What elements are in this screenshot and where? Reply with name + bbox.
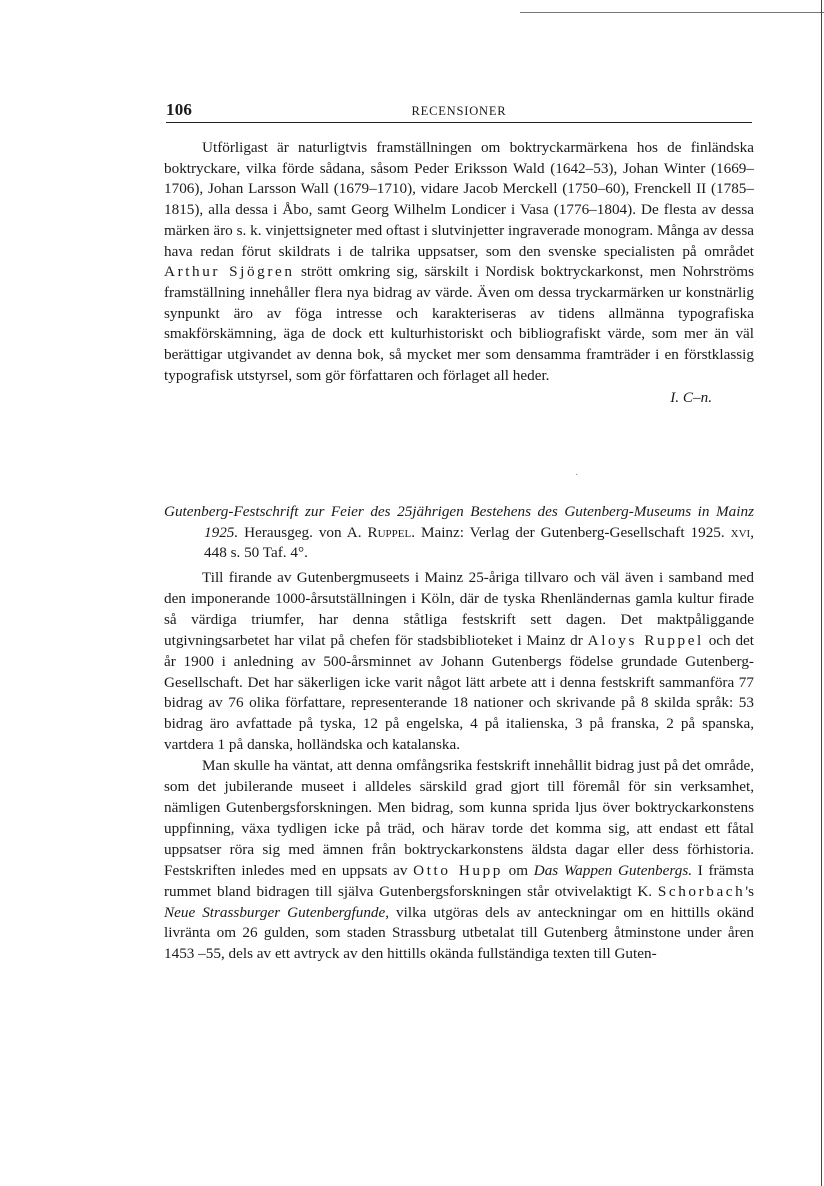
review2-paragraph-2 [164,756,754,965]
header-rule [166,122,752,123]
review2-citation [164,502,754,564]
review2-biblio-c: , 448 s. 50 Taf. 4°. [204,523,754,561]
stray-mark: · [575,470,579,481]
review2-body [164,568,754,965]
review2-p1-text-a: Till firande av Gutenbergmuseets i Mainz 25-åriga tillvaro och väl även i samband med den imponerande 1000-årsutställningen i Köln, där de tyska Rhenländernas gamla kultur firade så värdiga triumfer, har denna ståtliga festskrift sett dagen. Det maktpåliggande utgivningsarbetet har vilat på chefen för stadsbiblioteket i Mainz dr [164,569,754,649]
page-edge-right [821,0,822,1186]
review2-p2-person-name-1: Otto Hupp [413,861,503,879]
review2-p2-text-c: I främsta rummet bland bidragen till själva Gutenbergsforskningen står otvivelaktigt K. [164,861,754,900]
review1-signature: I. C–n. [670,389,712,407]
review1-person-name: Arthur Sjögren [164,263,295,281]
review2-book-title: Gutenberg-Festschrift zur Feier des 25jährigen Bestehens des Gutenberg-Museums in Mainz 1925. [164,503,754,541]
review2-p2-text-a: Man skulle ha väntat, att denna omfångsrika festskrift innehållit bidrag just på det område, som det jubilerande museet i alldeles särskild grad gjort till föremål för sin verksamhet, nämligen Gutenbergsforskningen. Men bidrag, som kunna sprida ljus över boktryckarkonstens uppfinning, växa tydligen icke på träd, och härav torde det komma sig, att endast ett fåtal uppsatser röra sig med ämnen från boktryckarkonstens äldsta dagar eller dess förhistoria. Festskriften inledes med en uppsats av [164,757,754,879]
review2-p2-text-b: om [502,861,534,879]
running-title: RECENSIONER [411,104,507,118]
review2-p2-text-d: 's [745,882,754,900]
review1-text-a: Utförligast är naturligtvis framställningen om boktryckarmärkena hos de finländska boktryckare, vilka förde sådana, såsom Peder Eriksson Wald (1642–53), Johan Winter (1669–1706), Johan Larsson Wall (1679–1710), vidare Jacob Merckell (1750–60), Frenckell II (1785–1815), alla dessa i Åbo, samt Georg Wilhelm Londicer i Vasa (1776–1804). De flesta av dessa märken äro s. k. vinjettsigneter med oftast i slutvinjetter ingraverade monogram. Många av dessa hava redan förut skildrats i de talrika uppsatser, som den svenske specialisten på området [164,139,754,260]
review2-biblio-b: . Mainz: Verlag der Gutenberg-Gesellschaft 1925. [411,523,731,541]
review2-roman-pages: xvi [730,523,751,541]
review2-p1-text-b: och det år 1900 i anledning av 500-årsminnet av Johann Gutenbergs födelse grundade Gutenberg-Gesellschaft. Det har säkerligen icke varit något lätt arbete att i denna festskrift sammanföra 77 bidrag av 76 olika författare, representerande 18 nationer och skrivande på 8 skilda språk: 53 bidrag äro avfattade på tyska, 12 på engelska, 4 på italienska, 3 på franska, 2 på spanska, vartdera 1 på danska, holländska och katalanska. [164,631,755,754]
review2-paragraph-1 [164,568,754,756]
page-header [166,100,752,124]
page-number: 106 [166,100,193,119]
review2-p1-person-name: Aloys Ruppel [587,631,704,649]
review2-p2-italic-2: Neue Strassburger Gutenbergfunde [164,903,386,921]
review2-biblio-a: Herausgeg. von A. [238,523,368,541]
review2-p2-italic-1: Das Wappen Gutenbergs. [533,861,693,879]
page-edge-top [520,12,824,13]
review2-bibliographic-entry [164,502,754,564]
review1-paragraph [164,138,754,386]
review1-text-b: strött omkring sig, särskilt i Nordisk boktryckarkonst, men Nohrströms framställning innehåller flera nya bidrag av värde. Även om dessa tryckarmärken ur konstnärlig synpunkt äro av föga intresse och karakteriseras av tidens allmänna typografiska smakförskämning, äga de dock ett kulturhistoriskt och bibliografiskt värde, som mer än väl berättigar utgivandet av denna bok, så mycket mer som densamma framträder i en förstklassig typografisk utstyrsel, som gör författaren och förlaget all heder. [164,263,754,384]
review2-p2-text-e: , vilka utgöras dels av anteckningar om en hittills okänd livränta om 26 gulden, som staden Strassburg utbetalat till Gutenberg åtminstone under åren 1453 –55, dels av ett avtryck av den hittills okända fullständiga texten till Guten- [164,903,754,963]
review2-editor: Ruppel [367,523,412,541]
review2-p2-person-name-2: Schorbach [657,882,746,900]
review-continuation [164,138,754,409]
